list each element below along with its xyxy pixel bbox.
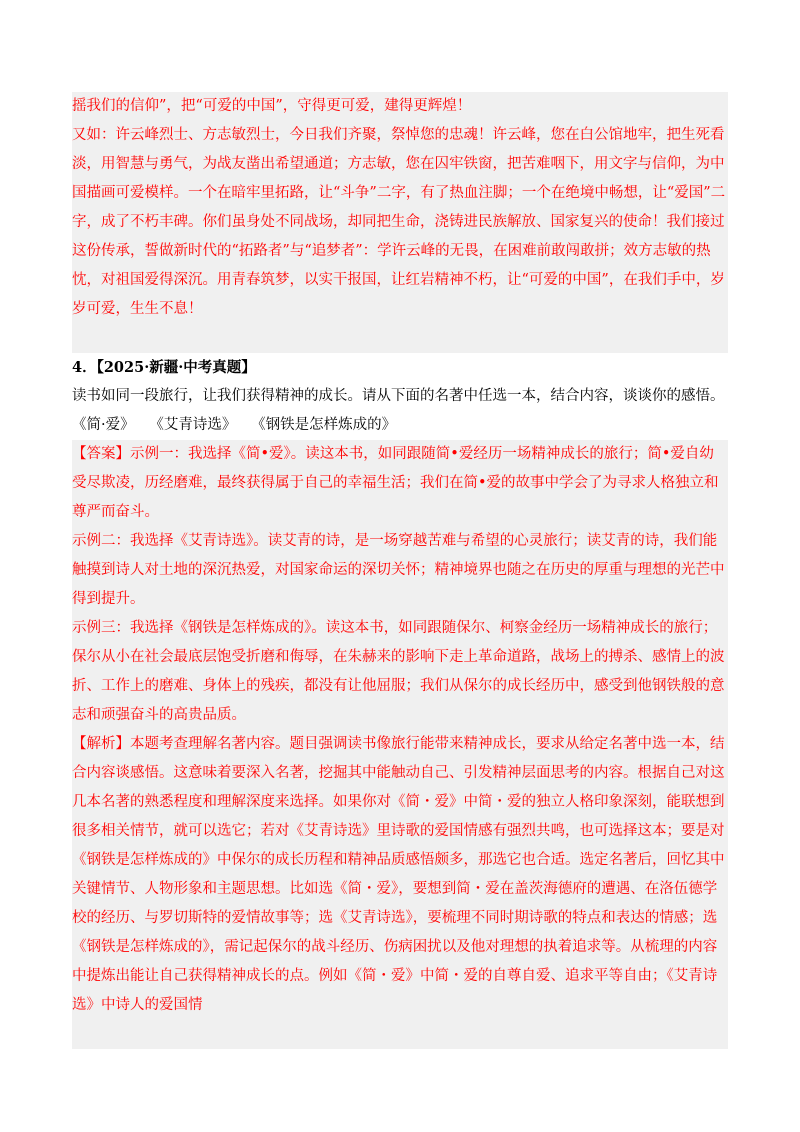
book-option: 《艾青诗选》 [156, 417, 237, 433]
previous-answer-block [72, 92, 728, 353]
analysis-paragraph [72, 730, 728, 1020]
analysis-text: 本题考查理解名著内容。题目强调读书像旅行能带来精神成长，要求从给定名著中选一本，结合内容谈感悟。这意味着要深入名著，挖掘其中能触动自己、引发精神层面思考的内容。根据自己对这几本名著的熟悉程度和理解深度来选择。如果你对《简・爱》中简・爱的独立人格印象深刻，能联想到很多相关情节，就可以选它；若对《艾青诗选》里诗歌的爱国情感有强烈共鸣，也可选择这本；要是对《钢铁是怎样炼成的》中保尔的成长历程和精神品质感悟颇多，那选它也合适。选定名著后，回忆其中关键情节、人物形象和主题思想。比如选《简・爱》，要想到简・爱在盖茨海德府的遭遇、在洛伍德学校的经历、与罗切斯特的爱情故事等；选《艾青诗选》，要梳理不同时期诗歌的特点和表达的情感；选《钢铁是怎样炼成的》，需记起保尔的战斗经历、伤病困扰以及他对理想的执着追求等。从梳理的内容中提炼出能让自己获得精神成长的点。例如《简・爱》中简・爱的自尊自爱、追求平等自由；《艾青诗选》中诗人的爱国情 [72, 736, 725, 1013]
answer-tag: 【答案】 [72, 446, 130, 462]
book-options [72, 411, 728, 440]
question-block [72, 353, 728, 440]
answer-example-1-text: 示例一：我选择《简•爱》。读这本书，如同跟随简•爱经历一场精神成长的旅行；简•爱自幼受尽欺凌，历经磨难，最终获得属于自己的幸福生活；我们在简•爱的故事中学会了为寻求人格独立和尊严而奋斗。 [72, 446, 719, 520]
answer-block [72, 440, 728, 1049]
analysis-tag: 【解析】 [72, 736, 130, 752]
answer-example-3: 示例三：我选择《钢铁是怎样炼成的》。读这本书，如同跟随保尔、柯察金经历一场精神成长的旅行；保尔从小在社会最底层饱受折磨和侮辱，在朱赫来的影响下走上革命道路，战场上的搏杀、感情上的波折、工作上的磨难、身体上的残疾，都没有让他屈服；我们从保尔的成长经历中，感受到他钢铁般的意志和顽强奋斗的高贵品质。 [72, 620, 725, 723]
previous-answer-example: 又如：许云峰烈士、方志敏烈士，今日我们齐聚，祭悼您的忠魂！许云峰，您在白公馆地牢，把生死看淡，用智慧与勇气，为战友凿出希望通道；方志敏，您在囚牢铁窗，把苦难咽下，用文字与信仰，为中国描画可爱模样。一个在暗牢里拓路，让“斗争”二字，有了热血注脚；一个在绝境中畅想，让“爱国”二字，成了不朽丰碑。你们虽身处不同战场，却同把生命，浇铸进民族解放、国家复兴的使命！我们接过这份传承，誓做新时代的“拓路者”与“追梦者”：学许云峰的无畏，在困难前敢闯敢拼；效方志敏的热忱，对祖国爱得深沉。用青春筑梦，以实干报国，让红岩精神不朽，让“可爱的中国”，在我们手中，岁岁可爱，生生不息！ [72, 127, 726, 317]
previous-answer-line: 摇我们的信仰”，把“可爱的中国”，守得更可爱，建得更辉煌！ [72, 98, 472, 114]
book-option: 《简·爱》 [72, 417, 135, 433]
answer-example-2: 示例二：我选择《艾青诗选》。读艾青的诗，是一场穿越苦难与希望的心灵旅行；读艾青的诗，我们能触摸到诗人对土地的深沉热爱，对国家命运的深切关怀；精神境界也随之在历史的厚重与理想的光芒中得到提升。 [72, 533, 725, 607]
document-page [72, 92, 728, 1049]
book-option: 《钢铁是怎样炼成的》 [258, 417, 397, 433]
answer-example-1 [72, 440, 728, 527]
question-prompt: 读书如同一段旅行，让我们获得精神的成长。请从下面的名著中任选一本，结合内容，谈谈你的感悟。 [72, 388, 725, 404]
question-heading: 4．【2025·新疆·中考真题】 [72, 359, 256, 376]
